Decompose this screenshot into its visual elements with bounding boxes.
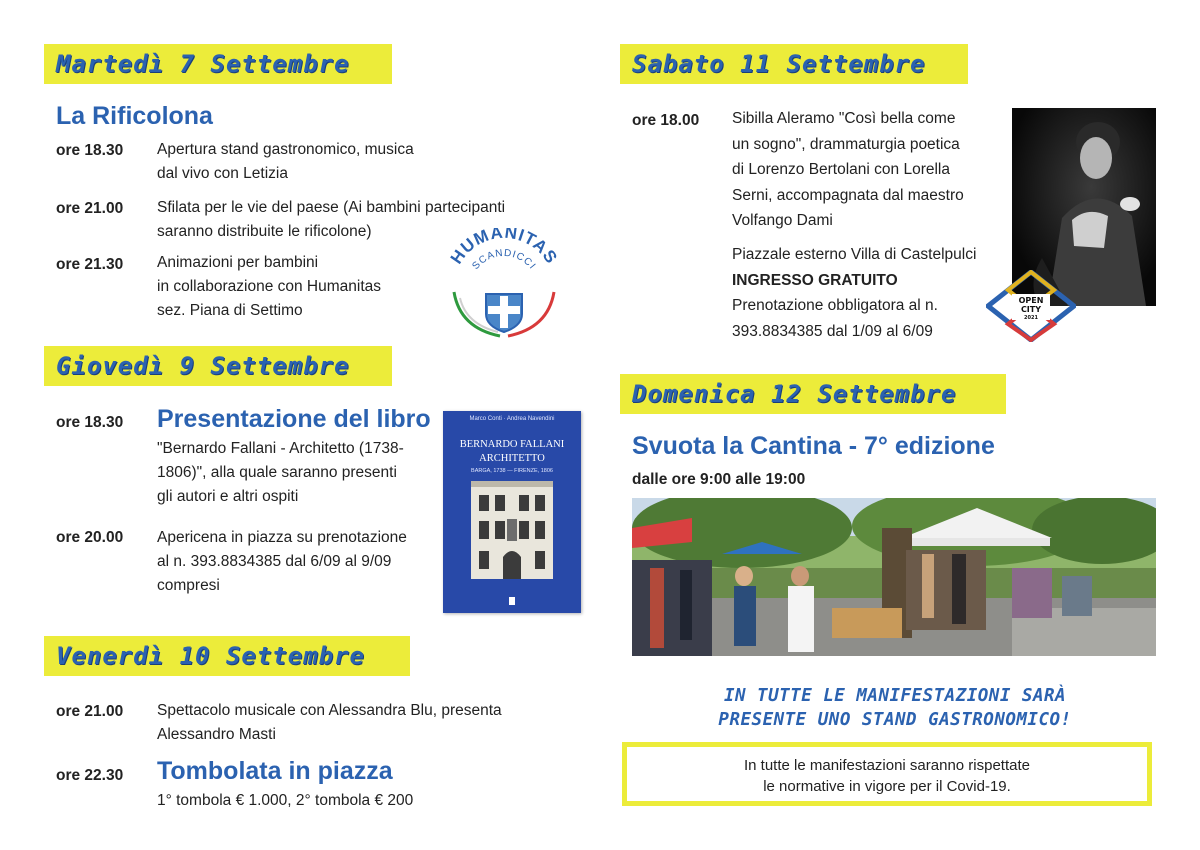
description-line: un sogno", drammaturgia poetica <box>732 135 960 153</box>
banner-domenica <box>620 374 1006 414</box>
description-line: di Lorenzo Bertolani con Lorella <box>732 161 950 178</box>
description-line: Serni, accompagnata dal maestro <box>732 186 964 204</box>
svg-text:HUMANITAS <box>447 228 562 267</box>
notice-line: In tutte le manifestazioni saranno rispettate <box>744 757 1030 774</box>
event-hours: dalle ore 9:00 alle 19:00 <box>632 471 806 488</box>
banner-label: Giovedì 9 Settembre <box>56 352 350 380</box>
event-time: ore 18.00 <box>632 112 700 129</box>
notice-line: le normative in vigore per il Covid-19. <box>763 778 1011 795</box>
event-time: ore 22.30 <box>56 767 124 784</box>
venue-info <box>732 242 976 344</box>
svg-text:SCANDICCI <box>470 248 537 272</box>
description-line: 1806)", alla quale saranno presenti <box>157 464 397 481</box>
book-authors: Marco Conti · Andrea Navendini <box>469 416 555 422</box>
event-description <box>157 138 414 186</box>
banner-label: Martedì 7 Settembre <box>56 50 350 78</box>
description-line: Sibilla Aleramo "Così bella come <box>732 110 956 127</box>
description-line: "Bernardo Fallani - Architetto (1738- <box>157 440 404 457</box>
description-line: compresi <box>157 577 220 594</box>
slogan-line: IN TUTTE LE MANIFESTAZIONI SARÀ <box>723 686 1067 706</box>
description-line: Apericena in piazza su prenotazione <box>157 529 407 546</box>
event-title-presentazione: Presentazione del libro <box>157 405 431 433</box>
banner-sabato <box>620 44 968 84</box>
booking-line: 393.8834385 dal 1/09 al 6/09 <box>732 322 933 340</box>
description-line: Spettacolo musicale con Alessandra Blu, presenta <box>157 702 502 719</box>
open-city-text-2: CITY <box>1020 305 1042 314</box>
building-facade-illustration <box>443 411 581 613</box>
banner-label: Sabato 11 Settembre <box>632 50 926 78</box>
event-title-svuota-cantina: Svuota la Cantina - 7° edizione <box>632 432 995 460</box>
covid-notice-box <box>622 742 1152 806</box>
book-title-1: BERNARDO FALLANI <box>459 439 565 450</box>
humanitas-logo <box>440 228 568 340</box>
event-description <box>157 251 381 323</box>
event-time: ore 21.00 <box>56 200 124 217</box>
event-description <box>157 526 407 598</box>
free-entry-label: INGRESSO GRATUITO <box>732 271 898 289</box>
description-line: Animazioni per bambini <box>157 254 319 271</box>
description-line: Sfilata per le vie del paese (Ai bambini partecipanti <box>157 199 506 216</box>
banner-venerdi <box>44 636 410 676</box>
slogan-line: PRESENTE UNO STAND GASTRONOMICO! <box>718 710 1072 730</box>
banner-martedi <box>44 44 392 84</box>
book-title-2: ARCHITETTO <box>479 453 545 464</box>
event-description <box>732 106 964 234</box>
event-description: 1° tombola € 1.000, 2° tombola € 200 <box>157 792 414 809</box>
event-time: ore 21.00 <box>56 703 124 720</box>
open-city-text-1: OPEN <box>1018 296 1044 305</box>
description-line: Apertura stand gastronomico, musica <box>157 141 414 158</box>
description-line: dal vivo con Letizia <box>157 165 288 182</box>
open-city-text-3: 2021 <box>1024 315 1038 321</box>
description-line: sez. Piana di Settimo <box>157 302 303 319</box>
book-subtitle: BARGA, 1738 — FIRENZE, 1806 <box>471 468 553 474</box>
description-line: Volfango Dami <box>732 212 833 229</box>
description-line: in collaborazione con Humanitas <box>157 278 382 295</box>
event-time: ore 21.30 <box>56 256 124 273</box>
event-time: ore 20.00 <box>56 529 124 546</box>
event-description <box>157 699 502 747</box>
humanitas-text: HUMANITAS <box>446 228 562 268</box>
description-line: al n. 393.8834385 dal 6/09 al 9/09 <box>157 553 392 570</box>
venue-line: Piazzale esterno Villa di Castelpulci <box>732 246 977 263</box>
description-line: saranno distribuite le rificolone) <box>157 223 372 240</box>
event-title-rificolona: La Rificolona <box>56 102 213 130</box>
event-time: ore 18.30 <box>56 142 124 159</box>
open-city-logo <box>986 270 1076 342</box>
description-line: Alessandro Masti <box>157 726 276 743</box>
banner-label: Domenica 12 Settembre <box>632 380 957 408</box>
flea-market-photo <box>632 498 1156 656</box>
scandicci-text: SCANDICCI <box>470 247 538 272</box>
event-description <box>157 437 404 509</box>
description-line: gli autori e altri ospiti <box>157 488 299 505</box>
event-title-tombolata: Tombolata in piazza <box>157 757 393 785</box>
booking-line: Prenotazione obbligatora al n. <box>732 297 938 314</box>
book-cover-image <box>443 411 581 613</box>
event-time: ore 18.30 <box>56 414 124 431</box>
banner-label: Venerdì 10 Settembre <box>56 642 365 670</box>
banner-giovedi <box>44 346 392 386</box>
